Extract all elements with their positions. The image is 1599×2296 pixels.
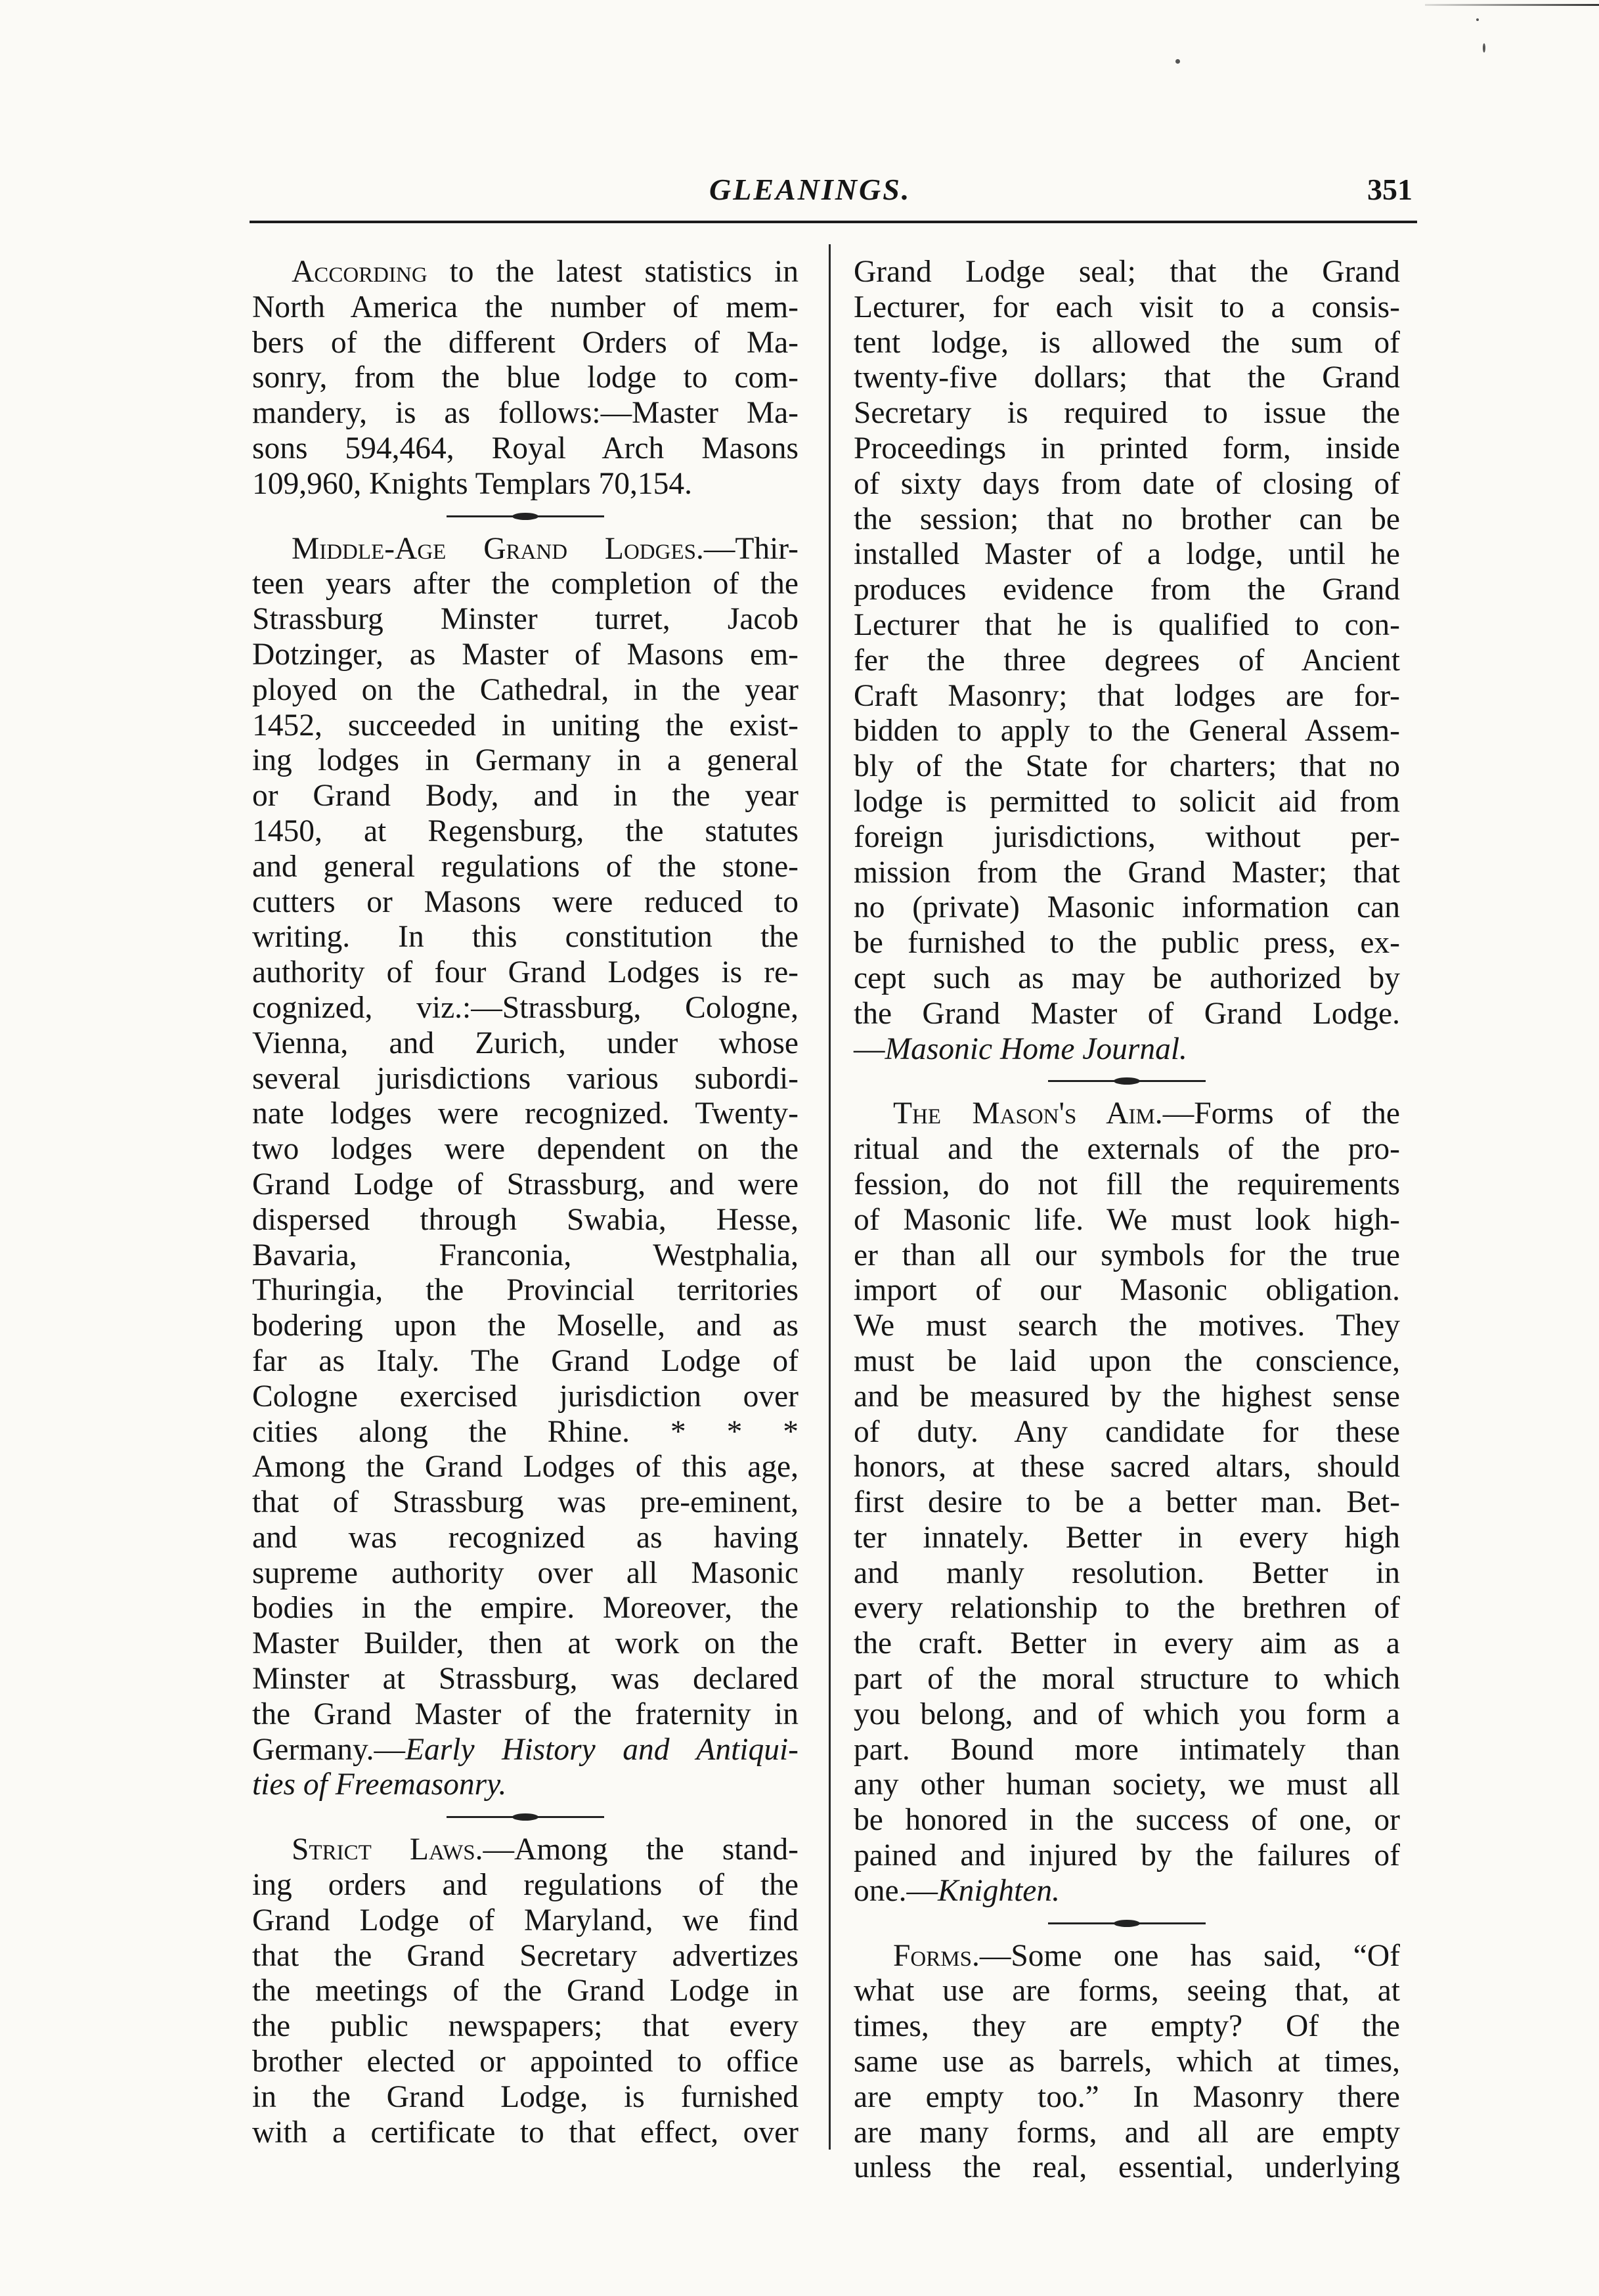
text-line: that the Grand Secretary advertizes [252,1938,799,1973]
text-line: Cologne exercised jurisdiction over [252,1379,799,1414]
text-line [252,532,799,567]
text-line-part: —Among the stand- [483,1832,799,1867]
paragraph-strict-laws [252,1832,799,2150]
text-line: cept such as may be authorized by [854,961,1400,995]
text-line: fession, do not fill the requirements [854,1167,1400,1202]
page-number: 351 [1367,173,1413,206]
scan-edge-mark [1425,4,1599,6]
text-line: Secretary is required to issue the [854,396,1400,431]
text-line: twenty-five dollars; that the Grand [854,360,1400,395]
text-line: with a certificate to that effect, over [252,2115,799,2150]
left-column [252,255,799,2150]
text-line: import of our Masonic obligation. [854,1273,1400,1308]
text-line: Dotzinger, as Master of Masons em- [252,637,799,672]
text-line: be honored in the success of one, or [854,1803,1400,1838]
text-line: writing. In this constitution the [252,920,799,955]
text-line: are many forms, and all are empty [854,2115,1400,2150]
scan-speck [1476,18,1479,21]
text-line [252,1832,799,1868]
text-line: of sixty days from date of closing of [854,466,1400,501]
section-heading: Middle-Age Grand Lodges. [292,531,704,566]
text-line: Thuringia, the Provincial territories [252,1273,799,1308]
text-line [252,1733,799,1768]
section-separator [447,515,604,517]
text-line: Craft Masonry; that lodges are for- [854,678,1400,713]
text-line: honors, at these sacred altars, should [854,1450,1400,1484]
text-line: the Grand Master of the fraternity in [252,1697,799,1731]
text-line: Vienna, and Zurich, under whose [252,1026,799,1060]
text-line: part. Bound more intimately than [854,1732,1400,1767]
text-line: sons 594,464, Royal Arch Masons [252,431,799,466]
text-line: and general regulations of the stone- [252,849,799,884]
text-line: what use are forms, seeing that, at [854,1974,1400,2008]
text-line: the public newspapers; that every [252,2009,799,2044]
text-line: 109,960, Knights Templars 70,154. [252,466,693,501]
paragraph-middle-age-grand-lodges [252,532,799,1804]
text-line: bidden to apply to the General Assem- [854,714,1400,748]
text-line [252,255,799,290]
text-line: ter innately. Better in every high [854,1520,1400,1555]
header-rule [250,221,1417,223]
text-line: ritual and the externals of the pro- [854,1132,1400,1167]
text-line: Proceedings in printed form, inside [854,431,1400,466]
text-line: cities along the Rhine. * * * [252,1414,799,1449]
text-line: teen years after the completion of the [252,567,799,601]
text-line-part: —Some one has said, “Of [979,1938,1400,1973]
text-line: er than all our symbols for the true [854,1238,1400,1272]
text-line: ing lodges in Germany in a general [252,743,799,778]
text-line: of Masonic life. We must look high- [854,1202,1400,1237]
text-line: ing orders and regulations of the [252,1868,799,1903]
citation: Knighten. [937,1873,1061,1908]
text-line: mission from the Grand Master; that [854,855,1400,890]
text-line: that of Strassburg was pre-eminent, [252,1485,799,1520]
text-line: far as Italy. The Grand Lodge of [252,1343,799,1378]
text-line: times, they are empty? Of the [854,2009,1400,2044]
text-line: must be laid upon the conscience, [854,1343,1400,1378]
text-line: bodering upon the Moselle, and as [252,1309,799,1343]
citation: ties of Freemasonry. [252,1767,507,1802]
text-line: Master Builder, then at work on the [252,1626,799,1661]
section-separator [1048,1080,1206,1082]
section-heading: Strict Laws. [292,1832,483,1867]
text-line-part: Germany.— [252,1732,406,1767]
text-line: tent lodge, is allowed the sum of [854,325,1400,360]
text-line: cognized, viz.:—Strassburg, Cologne, [252,990,799,1025]
citation: Early History and Antiqui- [405,1732,799,1767]
paragraph-masons-aim [854,1096,1400,1909]
text-line: nate lodges were recognized. Twenty- [252,1096,799,1131]
paragraph-statistics [252,255,799,502]
text-line: Grand Lodge of Strassburg, and were [252,1167,799,1202]
text-line [252,1767,799,1803]
text-line-part: to the latest statistics in [427,255,799,289]
text-line: are empty too.” In Masonry there [854,2079,1400,2114]
text-line: ployed on the Cathedral, in the year [252,672,799,707]
scan-speck [1483,43,1485,53]
text-line: bodies in the empire. Moreover, the [252,1591,799,1626]
text-line: 1452, succeeded in uniting the exist- [252,708,799,743]
text-line: bers of the different Orders of Ma- [252,325,799,360]
citation: Masonic Home Journal. [885,1031,1187,1066]
text-line: first desire to be a better man. Bet- [854,1485,1400,1520]
text-line: the Grand Master of Grand Lodge. [854,996,1400,1031]
section-separator [1048,1922,1206,1924]
text-line: several jurisdictions various subordi- [252,1061,799,1096]
text-line: produces evidence from the Grand [854,573,1400,607]
text-line: Grand Lodge of Maryland, we find [252,1903,799,1938]
text-line: or Grand Body, and in the year [252,779,799,813]
text-line: fer the three degrees of Ancient [854,643,1400,678]
text-line: the session; that no brother can be [854,502,1400,536]
text-line: authority of four Grand Lodges is re- [252,955,799,990]
text-line: Bavaria, Franconia, Westphalia, [252,1238,799,1272]
text-line: installed Master of a lodge, until he [854,537,1400,572]
text-line: Lecturer, for each visit to a consis- [854,290,1400,324]
text-line: you belong, and of which you form a [854,1697,1400,1731]
text-line: and manly resolution. Better in [854,1555,1400,1590]
scan-speck [1175,59,1180,64]
text-line: brother elected or appointed to office [252,2045,799,2079]
running-head: GLEANINGS. [709,173,911,206]
paragraph-forms [854,1939,1400,2186]
text-line: unless the real, essential, underlying [854,2150,1400,2185]
text-line: North America the number of mem- [252,290,799,324]
text-line: Grand Lodge seal; that the Grand [854,255,1400,289]
text-line [854,1096,1400,1132]
text-line: the craft. Better in every aim as a [854,1626,1400,1661]
text-line-part: —Thir- [703,531,799,566]
text-line: supreme authority over all Masonic [252,1555,799,1590]
text-line: Lecturer that he is qualified to con- [854,607,1400,642]
text-line-part: one.— [854,1873,938,1908]
text-line: and be measured by the highest sense [854,1379,1400,1414]
text-line: and was recognized as having [252,1520,799,1555]
text-line: foreign jurisdictions, without per- [854,819,1400,854]
column-divider [829,244,831,2150]
text-line: be furnished to the public press, ex- [854,926,1400,961]
text-line: Strassburg Minster turret, Jacob [252,602,799,637]
text-line: the meetings of the Grand Lodge in [252,1974,799,2008]
text-line: lodge is permitted to solicit aid from [854,784,1400,819]
text-line [854,1939,1400,1974]
text-line: We must search the motives. They [854,1309,1400,1343]
text-line: no (private) Masonic information can [854,890,1400,925]
text-line-part: —Forms of the [1162,1096,1400,1131]
text-line: cutters or Masons were reduced to [252,884,799,919]
text-line: dispersed through Swabia, Hesse, [252,1202,799,1237]
text-line [854,1874,1400,1909]
text-line: Among the Grand Lodges of this age, [252,1450,799,1484]
text-line: 1450, at Regensburg, the statutes [252,813,799,848]
text-line: same use as barrels, which at times, [854,2045,1400,2079]
text-line [854,1032,1400,1068]
right-column [854,255,1400,2186]
text-line: every relationship to the brethren of [854,1591,1400,1626]
text-line: two lodges were dependent on the [252,1132,799,1167]
paragraph-strict-laws-continued [854,255,1400,1067]
text-line-part: — [854,1031,885,1066]
paragraph-lead-in: According [292,255,427,289]
text-line: pained and injured by the failures of [854,1838,1400,1873]
section-heading: The Mason's Aim. [893,1096,1163,1131]
text-line: in the Grand Lodge, is furnished [252,2079,799,2114]
section-heading: Forms. [893,1938,980,1973]
section-separator [447,1816,604,1818]
text-line: Minster at Strassburg, was declared [252,1662,799,1697]
text-line: part of the moral structure to which [854,1662,1400,1697]
text-line: any other human society, we must all [854,1767,1400,1802]
text-line: mandery, is as follows:—Master Ma- [252,396,799,431]
text-line: sonry, from the blue lodge to com- [252,360,799,395]
text-line: bly of the State for charters; that no [854,749,1400,784]
text-line: of duty. Any candidate for these [854,1414,1400,1449]
